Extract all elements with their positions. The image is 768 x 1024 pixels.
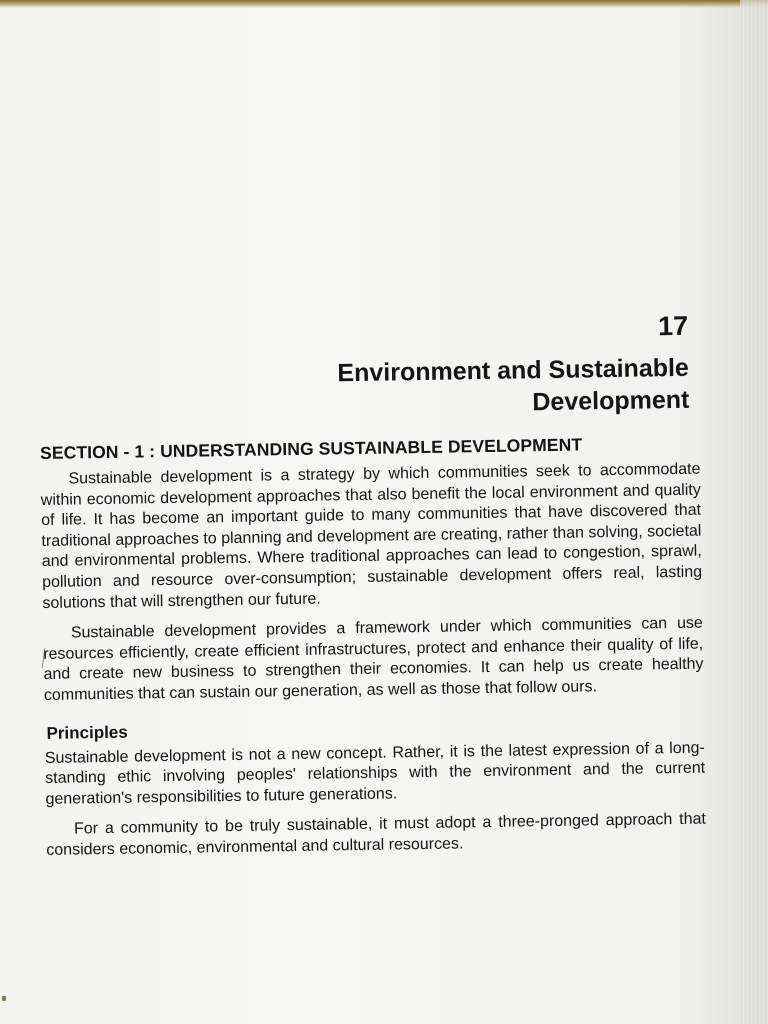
chapter-title-line-2: Development	[532, 385, 690, 417]
section-paragraph-1: Sustainable development is a strategy by which communities seek to accommodate within economic development approaches that also benefit the local environment and quality of life. It has become an important guide to many communities that have discovered that traditional approaches to planning and development are creating, rather than solving, societal and environmental problems. Where traditional approaches can lead to congestion, sprawl, pollution and resource over-consumption; sustainable development offers real, lasting solutions that will strengthen our future.	[40, 460, 703, 612]
stain-mark	[2, 996, 6, 1001]
principles-heading: Principles	[46, 722, 128, 743]
section-paragraph-2: Sustainable development provides a framework under which communities can use resources efficiently, create efficient infrastructures, protect and enhance their quality of life, and create new business to strengthen their economies. It can help us create healthy communities that can sustain our generation, as well as those that follow ours.	[43, 614, 704, 704]
chapter-title	[39, 352, 690, 426]
principles-paragraph-2: For a community to be truly sustainable, it must adopt a three-pronged approach that considers economic, environmental and cultural resources.	[46, 810, 707, 859]
page-content	[38, 310, 707, 872]
page-top-shadow	[0, 0, 768, 8]
page-edge-stack	[740, 0, 768, 1024]
principles-paragraph-1: Sustainable development is not a new concept. Rather, it is the latest expression of a long-standing ethic involving peoples' relationships with the environment and the current generation's responsibilities to future generations.	[44, 739, 706, 808]
section-heading: SECTION - 1 : UNDERSTANDING SUSTAINABLE DEVELOPMENT	[39, 434, 583, 463]
chapter-title-line-1: Environment and Sustainable	[337, 353, 690, 388]
chapter-number: 17	[657, 310, 689, 342]
